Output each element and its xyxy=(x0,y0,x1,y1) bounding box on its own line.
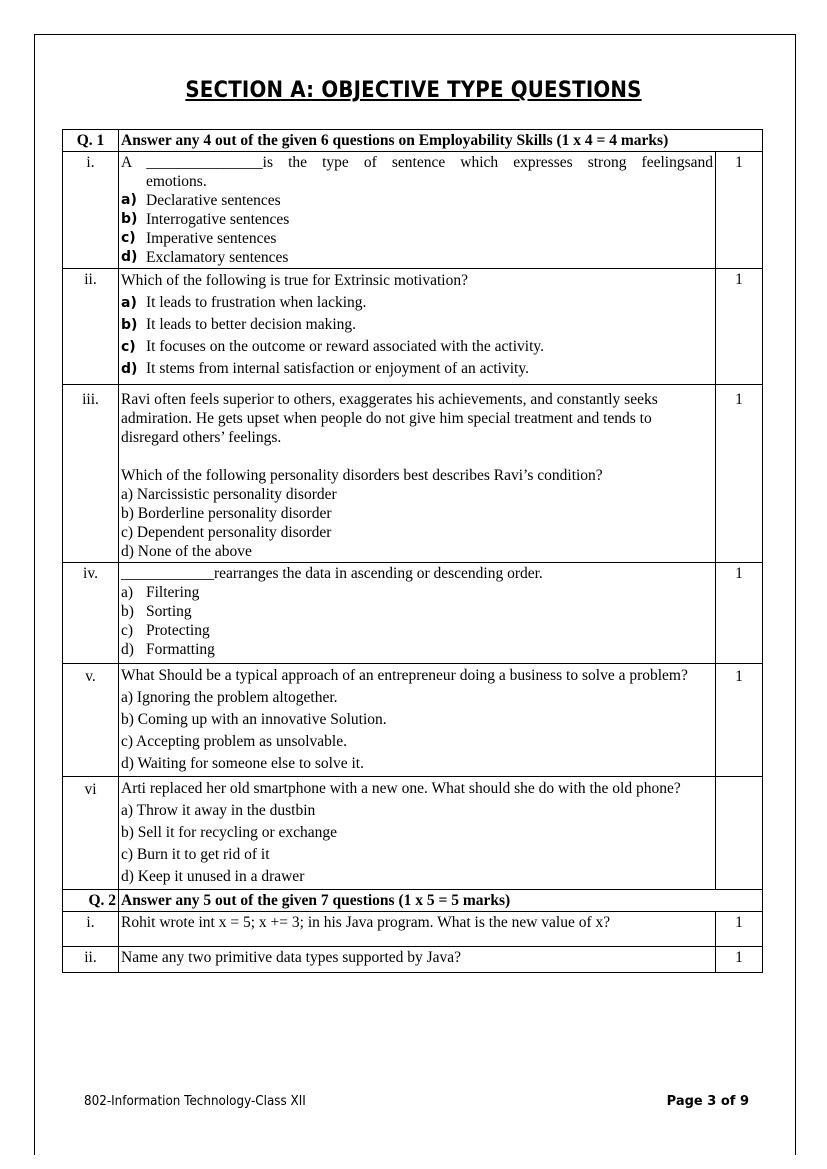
option-letter: c) xyxy=(121,230,136,246)
option-text: Formatting xyxy=(146,641,215,658)
option-text: Sorting xyxy=(146,603,192,620)
question-text: What Should be a typical approach of an entrepreneur doing a business to solve a problem? xyxy=(121,667,688,684)
option-d: d) Waiting for someone else to solve it. xyxy=(121,755,364,772)
option-text: It stems from internal satisfaction or enjoyment of an activity. xyxy=(146,360,529,377)
question-row xyxy=(63,563,763,664)
option-text: It focuses on the outcome or reward associated with the activity. xyxy=(146,338,544,355)
question-row xyxy=(63,777,763,890)
option-b xyxy=(121,602,713,621)
question-number: vi xyxy=(63,777,119,890)
question-row xyxy=(63,269,763,385)
option-d xyxy=(121,248,713,267)
question-text: Name any two primitive data types supported by Java? xyxy=(119,947,716,973)
option-d: d) None of the above xyxy=(121,543,252,560)
marks: 1 xyxy=(716,385,763,563)
section-title: SECTION A: OBJECTIVE TYPE QUESTIONS xyxy=(185,78,642,103)
option-text: It leads to better decision making. xyxy=(146,316,357,333)
option-letter: d) xyxy=(121,641,134,658)
marks: 1 xyxy=(716,912,763,947)
option-text: Declarative sentences xyxy=(146,192,281,209)
question-text: Ravi often feels superior to others, exaggerates his achievements, and constantly seeks admiration. He gets upset when people do not give him special treatment and tends to disregard others’ feelings. xyxy=(121,391,658,446)
question-text-cont: emotions. xyxy=(146,173,207,190)
question-number: ii. xyxy=(63,269,119,385)
footer-course: 802-Information Technology-Class XII xyxy=(84,1094,306,1109)
option-a: a) Ignoring the problem altogether. xyxy=(121,689,338,706)
option-b xyxy=(121,314,713,336)
option-c: c) Burn it to get rid of it xyxy=(121,846,270,863)
q2-header-row xyxy=(63,890,763,912)
q2-number: Q. 2 xyxy=(63,890,119,912)
option-d: d) Keep it unused in a drawer xyxy=(121,868,305,885)
option-text: Filtering xyxy=(146,584,200,601)
question-prompt: Which of the following personality disorders best describes Ravi’s condition? xyxy=(121,467,603,484)
question-row xyxy=(63,664,763,777)
marks: 1 xyxy=(716,269,763,385)
question-body xyxy=(119,563,716,664)
option-c xyxy=(121,336,713,358)
option-c: c) Dependent personality disorder xyxy=(121,524,332,541)
question-row xyxy=(63,912,763,947)
q1-header-row xyxy=(63,130,763,152)
option-c: c) Accepting problem as unsolvable. xyxy=(121,733,347,750)
option-text: Interrogative sentences xyxy=(146,211,290,228)
marks xyxy=(716,777,763,890)
option-d xyxy=(121,358,713,380)
marks: 1 xyxy=(716,947,763,973)
option-a: a) Throw it away in the dustbin xyxy=(121,802,316,819)
question-row xyxy=(63,385,763,563)
marks: 1 xyxy=(716,563,763,664)
question-number: i. xyxy=(63,152,119,269)
question-number: iii. xyxy=(63,385,119,563)
option-letter: b) xyxy=(121,317,138,333)
option-text: Exclamatory sentences xyxy=(146,249,289,266)
question-table xyxy=(62,129,763,973)
question-body xyxy=(119,664,716,777)
question-text: Which of the following is true for Extrinsic motivation? xyxy=(121,272,468,289)
question-text: A _______________is the type of sentence which expresses strong feelingsand xyxy=(121,154,713,171)
option-letter: a) xyxy=(121,295,137,311)
option-letter: d) xyxy=(121,361,138,377)
option-a xyxy=(121,292,713,314)
option-letter: b) xyxy=(121,603,134,620)
q1-heading: Answer any 4 out of the given 6 questions on Employability Skills (1 x 4 = 4 marks) xyxy=(119,130,763,152)
question-body xyxy=(119,152,716,269)
option-text: Protecting xyxy=(146,622,210,639)
footer-page-number: Page 3 of 9 xyxy=(666,1094,749,1109)
option-text: It leads to frustration when lacking. xyxy=(146,294,367,311)
option-letter: a) xyxy=(121,192,137,208)
option-letter: a) xyxy=(121,584,134,601)
option-b: b) Borderline personality disorder xyxy=(121,505,332,522)
question-body xyxy=(119,269,716,385)
option-b xyxy=(121,210,713,229)
question-number: iv. xyxy=(63,563,119,664)
option-letter: b) xyxy=(121,211,138,227)
marks: 1 xyxy=(716,664,763,777)
question-text: ____________rearranges the data in ascending or descending order. xyxy=(121,565,543,582)
marks: 1 xyxy=(716,152,763,269)
option-letter: d) xyxy=(121,249,138,265)
q1-number: Q. 1 xyxy=(63,130,119,152)
option-text: Imperative sentences xyxy=(146,230,277,247)
question-row xyxy=(63,947,763,973)
option-a xyxy=(121,191,713,210)
option-c xyxy=(121,621,713,640)
option-letter: c) xyxy=(121,622,134,639)
option-letter: c) xyxy=(121,339,136,355)
option-b: b) Sell it for recycling or exchange xyxy=(121,824,338,841)
question-number: ii. xyxy=(63,947,119,973)
question-text: Arti replaced her old smartphone with a new one. What should she do with the old phone? xyxy=(121,780,681,797)
option-a: a) Narcissistic personality disorder xyxy=(121,486,337,503)
option-b: b) Coming up with an innovative Solution. xyxy=(121,711,387,728)
option-c xyxy=(121,229,713,248)
q2-heading: Answer any 5 out of the given 7 questions (1 x 5 = 5 marks) xyxy=(119,890,763,912)
question-number: v. xyxy=(63,664,119,777)
question-text: Rohit wrote int x = 5; x += 3; in his Java program. What is the new value of x? xyxy=(119,912,716,947)
question-number: i. xyxy=(63,912,119,947)
question-body xyxy=(119,385,716,563)
question-body xyxy=(119,777,716,890)
option-a xyxy=(121,583,713,602)
option-d xyxy=(121,640,713,659)
question-row xyxy=(63,152,763,269)
